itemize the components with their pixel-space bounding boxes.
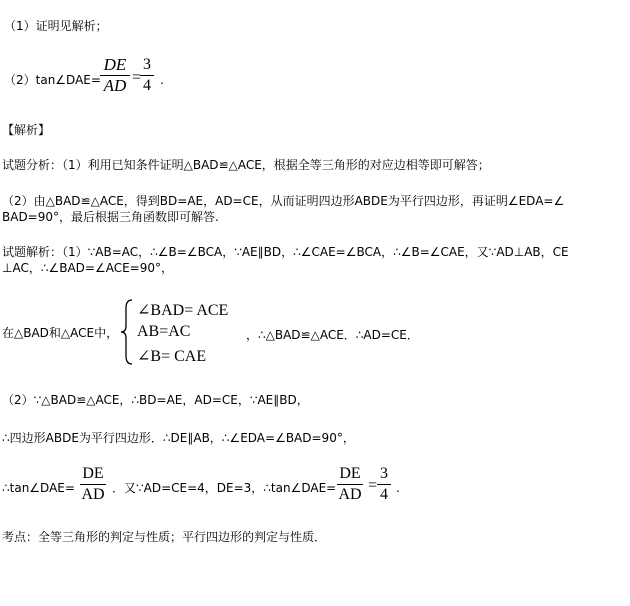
answer-part2-fraction — [100, 56, 130, 95]
system-line-1: ∠BAD= ACE — [137, 302, 229, 319]
solution-value — [377, 465, 391, 504]
fraction-1-bar — [80, 484, 106, 485]
answer-part2-prefix: （2）tan∠DAE= — [4, 73, 101, 87]
solution-line-5-equals: = — [368, 477, 378, 494]
fraction-2-numerator: DE — [339, 465, 361, 482]
answer-part2-value — [140, 56, 154, 95]
solution-value-numerator: 3 — [380, 465, 388, 482]
solution-line-1a: 试题解析：（1）∵AB=AC，∴∠B=∠BCA，∵AE∥BD，∴∠CAE=∠BCA，∴∠B=∠CAE，又∵AD⊥AB，CE — [2, 245, 569, 259]
analysis-line-2b: BAD=90°，最后根据三角函数即可解答. — [2, 210, 219, 224]
system-suffix: ，∴△BAD≌△ACE．∴AD=CE． — [246, 328, 419, 342]
fraction-2-denominator: AD — [338, 486, 362, 503]
analysis-line-1: 试题分析：（1）利用已知条件证明△BAD≌△ACE，根据全等三角形的对应边相等即可解答； — [2, 158, 490, 172]
solution-line-1b: ⊥AC，∴∠BAD=∠ACE=90°， — [2, 261, 174, 275]
solution-value-bar — [377, 484, 391, 485]
system-prefix: 在△BAD和△ACE中， — [2, 326, 119, 340]
fraction-1-numerator: DE — [82, 465, 104, 482]
solution-line-5-mid: ．又∵AD=CE=4，DE=3，∴tan∠DAE= — [112, 481, 337, 495]
solution-line-3: （2）∵△BAD≌△ACE，∴BD=AE，AD=CE，∵AE∥BD， — [2, 393, 309, 407]
answer-part2-end: . — [160, 73, 164, 87]
analysis-title: 【解析】 — [2, 123, 51, 137]
solution-fraction-1 — [80, 465, 106, 504]
solution-value-denominator: 4 — [380, 486, 388, 503]
solution-fraction-2 — [337, 465, 363, 504]
value-bar — [140, 75, 154, 76]
key-points: 考点：全等三角形的判定与性质；平行四边形的判定与性质． — [2, 530, 327, 544]
value-numerator: 3 — [143, 56, 151, 73]
solution-line-4: ∴四边形ABDE为平行四边形．∴DE∥AB，∴∠EDA=∠BAD=90°， — [2, 431, 355, 445]
fraction-denominator: AD — [103, 76, 127, 95]
solution-line-5-prefix: ∴tan∠DAE= — [2, 481, 75, 495]
fraction-1-denominator: AD — [81, 486, 105, 503]
analysis-line-2a: （2）由△BAD≌△ACE，得到BD=AE，AD=CE，从而证明四边形ABDE为平行四边形，再证明∠EDA=∠ — [2, 194, 565, 208]
answer-part2-equals: = — [132, 69, 142, 86]
value-denominator: 4 — [143, 77, 151, 94]
left-brace-icon — [120, 298, 134, 366]
fraction-numerator: DE — [103, 55, 127, 74]
fraction-2-bar — [337, 484, 363, 485]
system-line-3: ∠B= CAE — [137, 348, 207, 365]
answer-part1: （1）证明见解析； — [4, 19, 108, 33]
solution-line-5-end: . — [396, 481, 400, 495]
system-line-2: AB=AC — [137, 323, 191, 340]
